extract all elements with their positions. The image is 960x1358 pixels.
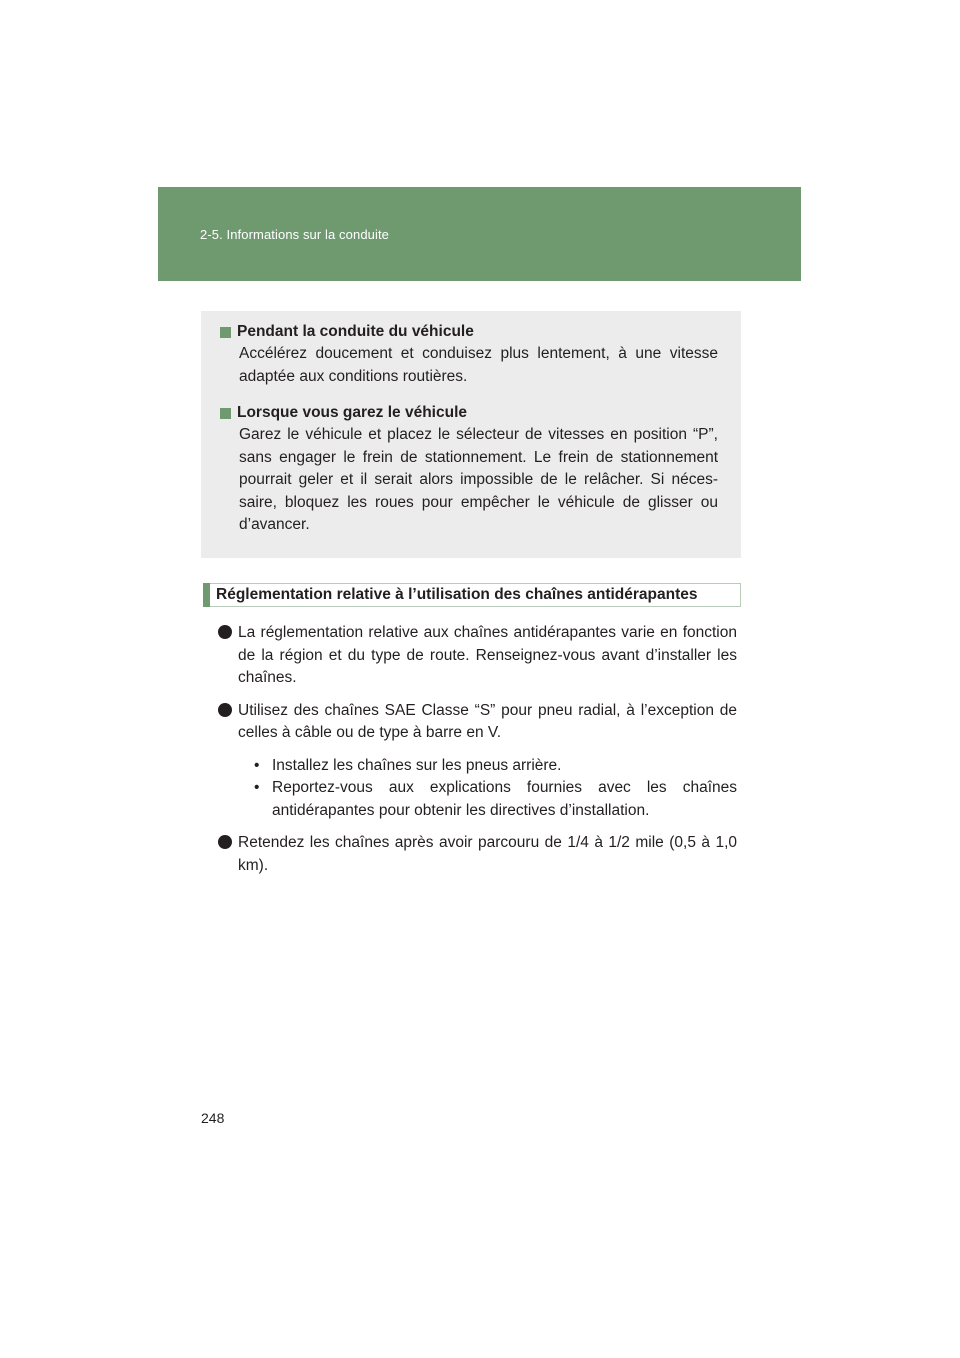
info-item-title: Lorsque vous garez le véhicule (237, 404, 467, 421)
round-bullet-icon (218, 703, 232, 717)
section-heading-title: Réglementation relative à l’utilisation des chaînes antidérapantes (216, 586, 698, 603)
info-item-body: Accélérez doucement et conduisez plus lentement, à une vitesse adaptée aux conditions routières. (239, 345, 718, 385)
dot-bullet-icon: • (254, 779, 260, 796)
info-item-heading (220, 321, 718, 343)
info-box (201, 311, 741, 558)
info-item-heading (220, 402, 718, 424)
list-item-text: Retendez les chaînes après avoir parcouru de 1/4 à 1/2 mile (0,5 à 1,0 km). (238, 834, 737, 874)
list-item (218, 832, 737, 877)
sub-list-item (254, 777, 737, 822)
round-bullet-icon (218, 835, 232, 849)
sub-list-item-text: Reportez-vous aux explications fournies avec les chaînes antidérapantes pour obtenir les directives d’installation. (272, 779, 737, 819)
list-item (218, 700, 737, 823)
square-bullet-icon (220, 408, 231, 419)
heading-accent-bar (203, 583, 210, 607)
square-bullet-icon (220, 327, 231, 338)
section-header-band (158, 187, 801, 281)
sub-list (238, 755, 737, 823)
info-item-driving (220, 321, 718, 388)
info-item-parking (220, 402, 718, 537)
round-bullet-icon (218, 625, 232, 639)
info-item-title: Pendant la conduite du véhicule (237, 323, 474, 340)
list-item-text: La réglementation relative aux chaînes antidérapantes varie en fonction de la région et du type de route. Renseignez-vous avant d’installer les chaînes. (238, 624, 737, 686)
info-item-body: Garez le véhicule et placez le sélecteur de vitesses en position “P”, sans engager le frein de stationnement. Le frein de stationnement pourrait geler et il serait alors impossible de le relâcher. Si néces-saire, bloquez les roues pour empêcher le véhicule de glisser ou d’avancer. (239, 426, 718, 533)
list-item (218, 622, 737, 690)
list-item-text: Utilisez des chaînes SAE Classe “S” pour pneu radial, à l’exception de celles à câble ou de type à barre en V. (238, 701, 737, 741)
sub-list-item-text: Installez les chaînes sur les pneus arrière. (272, 756, 562, 774)
section-heading (203, 583, 741, 607)
bullet-list (218, 622, 737, 887)
dot-bullet-icon: • (254, 756, 260, 774)
page-number: 248 (201, 1110, 225, 1126)
sub-list-item (254, 755, 737, 778)
section-title: 2-5. Informations sur la conduite (200, 227, 390, 242)
